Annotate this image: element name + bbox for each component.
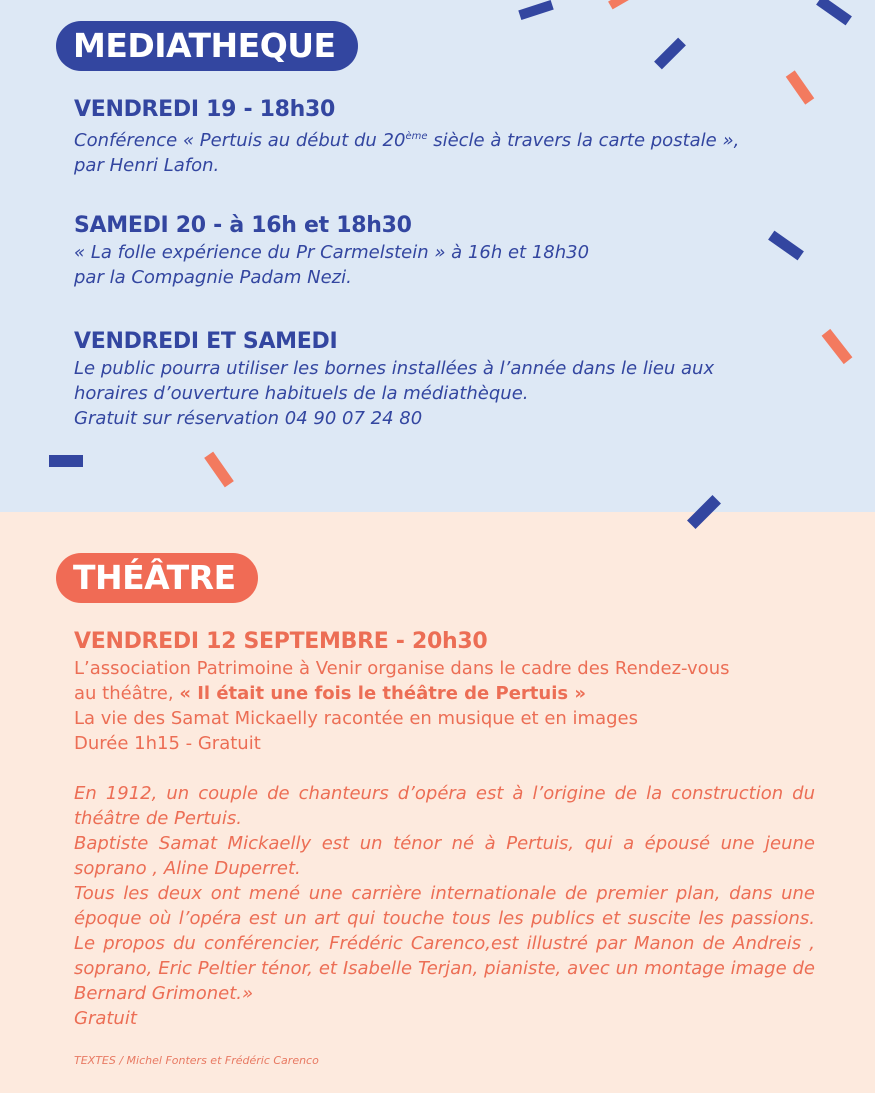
event-1-superscript: ème <box>405 131 428 142</box>
theatre-paragraph-1: En 1912, un couple de chanteurs d’opéra est à l’origine de la construction du théâtre de Pertuis. <box>74 783 815 829</box>
theatre-paragraph-3: Tous les deux ont mené une carrière internationale de premier plan, dans une époque où l’opéra est un art qui touche tous les publics et suscite les passions. Le propos du conférencier, Frédéric Carenco,est illustré par Manon de Andreis , soprano, Eric Peltier ténor, et Isabelle Terjan, pianiste, avec un montage image de Bernard Grimonet.» <box>74 883 815 1004</box>
event-1-heading: VENDREDI 19 - 18h30 <box>74 97 336 122</box>
event-1-speaker: par Henri Lafon. <box>74 155 220 176</box>
event-3-reservation: Gratuit sur réservation 04 90 07 24 80 <box>74 408 423 429</box>
event-3-line-1: Le public pourra utiliser les bornes installées à l’année dans le lieu aux <box>74 358 715 379</box>
confetti-decoration <box>49 455 83 467</box>
mediatheque-event-1 <box>74 96 834 178</box>
theatre-line-2 <box>74 681 834 706</box>
theatre-line-1: L’association Patrimoine à Venir organise dans le cadre des Rendez-vous <box>74 658 730 679</box>
theatre-title: THÉÂTRE <box>56 553 258 603</box>
event-1-description <box>74 124 834 153</box>
mediatheque-title: MEDIATHEQUE <box>56 21 358 71</box>
mediatheque-event-3 <box>74 328 834 431</box>
mediatheque-event-2 <box>74 212 834 290</box>
theatre-show-title: « Il était une fois le théâtre de Pertuis » <box>179 683 586 704</box>
event-2-company: par la Compagnie Padam Nezi. <box>74 267 352 288</box>
event-2-heading: SAMEDI 20 - à 16h et 18h30 <box>74 213 412 238</box>
theatre-event <box>74 628 834 1031</box>
event-3-heading: VENDREDI ET SAMEDI <box>74 329 338 354</box>
event-2-description: « La folle expérience du Pr Carmelstein » à 16h et 18h30 <box>74 242 590 263</box>
event-3-line-2: horaires d’ouverture habituels de la médiathèque. <box>74 383 529 404</box>
theatre-duration: Durée 1h15 - Gratuit <box>74 733 261 754</box>
theatre-heading: VENDREDI 12 SEPTEMBRE - 20h30 <box>74 629 488 654</box>
event-1-text-end: siècle à travers la carte postale », <box>427 130 740 151</box>
theatre-line-2-text: au théâtre, <box>74 683 180 704</box>
event-1-text: Conférence « Pertuis au début du 20 <box>74 130 406 151</box>
theatre-line-3: La vie des Samat Mickaelly racontée en musique et en images <box>74 708 638 729</box>
credits-footer: TEXTES / Michel Fonters et Frédéric Carenco <box>74 1054 319 1067</box>
theatre-paragraph-2: Baptiste Samat Mickaelly est un ténor né à Pertuis, qui a épousé une jeune soprano , Aline Duperret. <box>74 833 815 879</box>
theatre-price: Gratuit <box>74 1008 137 1029</box>
